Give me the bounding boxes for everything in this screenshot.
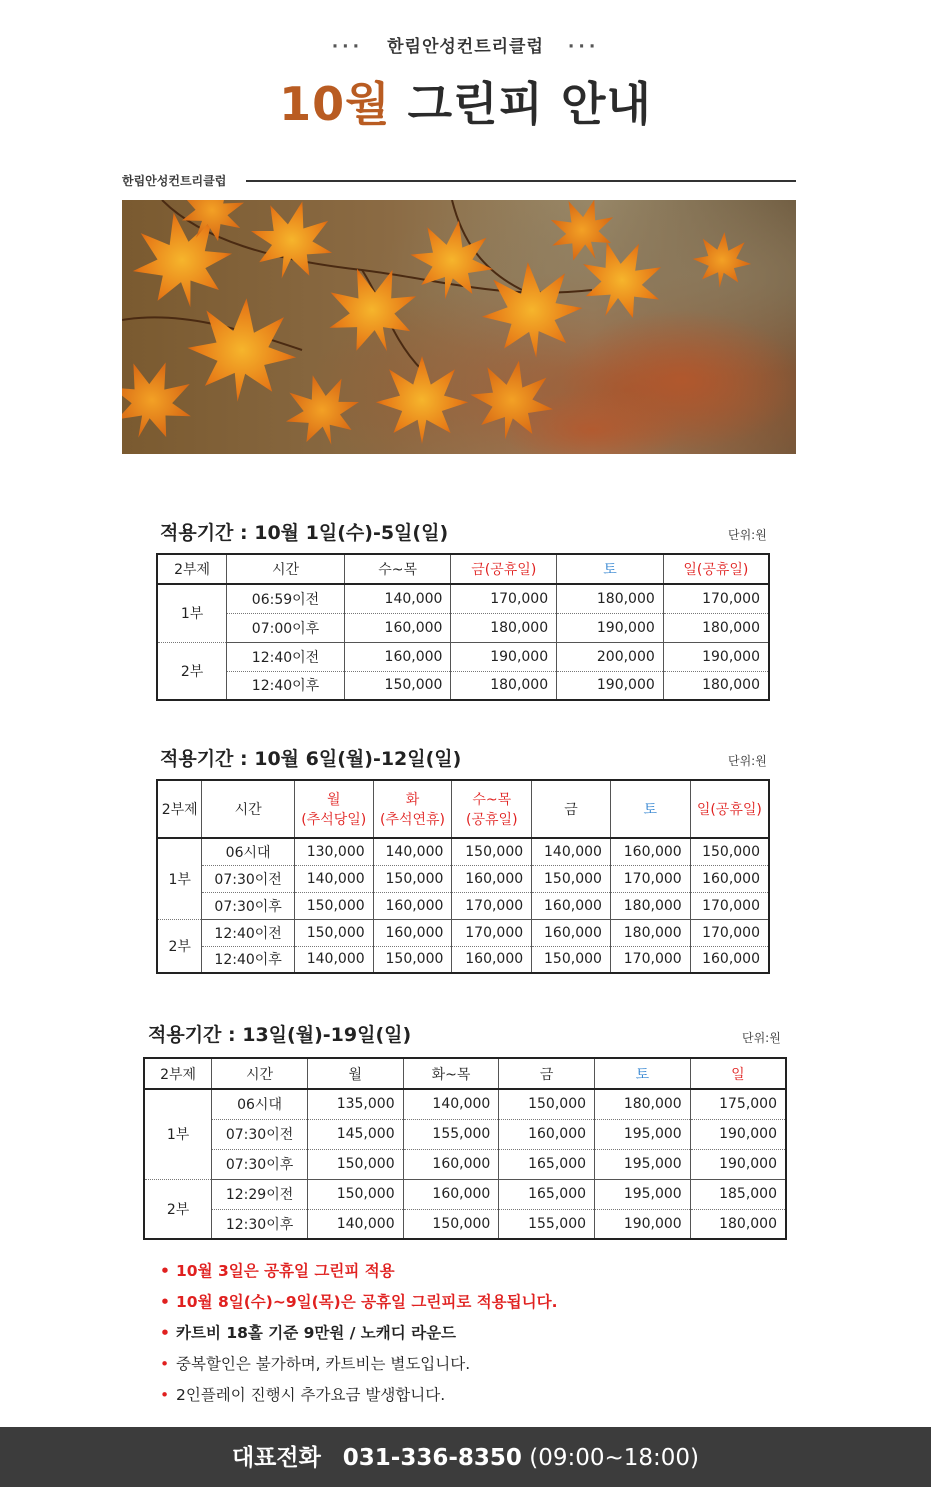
- fee-cell: 170,000: [610, 946, 690, 973]
- table-row: [157, 584, 769, 613]
- part-cell: 2부: [157, 642, 227, 700]
- part-cell: 2부: [157, 919, 202, 973]
- table3-title: 적용기간 : 13일(월)-19일(일): [148, 1024, 412, 1046]
- subtitle-text: 한림안성컨트리클럽: [387, 37, 544, 57]
- header-cell: 시간: [202, 780, 295, 838]
- fee-cell: 160,000: [532, 892, 611, 919]
- fee-cell: 190,000: [451, 642, 557, 671]
- header-cell: 일(공휴일): [690, 780, 769, 838]
- fee-cell: 150,000: [532, 946, 611, 973]
- fee-cell: 175,000: [690, 1089, 786, 1119]
- header-cell: 금: [499, 1058, 595, 1089]
- fee-cell: 140,000: [294, 865, 373, 892]
- fee-cell: 180,000: [610, 919, 690, 946]
- fee-cell: 185,000: [690, 1179, 786, 1209]
- dots-left: ···: [331, 37, 364, 57]
- autumn-leaves-banner: [122, 200, 796, 454]
- time-cell: 12:29이전: [212, 1179, 308, 1209]
- fee-cell: 190,000: [557, 613, 664, 642]
- page-title: [0, 68, 931, 134]
- time-cell: 06시대: [212, 1089, 308, 1119]
- table-row: [157, 865, 769, 892]
- dots-right: ···: [567, 37, 600, 57]
- header-cell: 금: [532, 780, 611, 838]
- header-cell: 월 (추석당일): [294, 780, 373, 838]
- part-cell: 1부: [157, 584, 227, 642]
- club-label: 한림안성컨트리클럽: [122, 174, 227, 188]
- footer-phone-bar: [0, 1427, 931, 1487]
- fee-cell: 130,000: [294, 838, 373, 865]
- fee-cell: 170,000: [452, 892, 532, 919]
- time-cell: 07:30이전: [212, 1119, 308, 1149]
- fee-cell: 160,000: [403, 1179, 499, 1209]
- header-cell: 화~목: [403, 1058, 499, 1089]
- table-header-row: [157, 780, 769, 838]
- header-cell: 토: [610, 780, 690, 838]
- table-row: [144, 1209, 786, 1239]
- table-row: [157, 613, 769, 642]
- phone-label: 대표전화: [231, 1445, 321, 1471]
- fee-cell: 140,000: [307, 1209, 403, 1239]
- note-item: • 10월 3일은 공휴일 그린피 적용: [160, 1258, 557, 1289]
- fee-cell: 170,000: [451, 584, 557, 613]
- table1-title: 적용기간 : 10월 1일(수)-5일(일): [160, 522, 449, 544]
- header-cell: 시간: [212, 1058, 308, 1089]
- header-cell: 토: [595, 1058, 691, 1089]
- part-cell: 1부: [157, 838, 202, 919]
- fee-cell: 150,000: [373, 865, 452, 892]
- fee-cell: 180,000: [663, 671, 769, 700]
- fee-cell: 160,000: [403, 1149, 499, 1179]
- header-cell: 일(공휴일): [663, 554, 769, 584]
- fee-cell: 160,000: [373, 919, 452, 946]
- table1-unit: 단위:원: [728, 528, 767, 542]
- fee-cell: 170,000: [690, 919, 769, 946]
- fee-cell: 155,000: [403, 1119, 499, 1149]
- table-row: [144, 1149, 786, 1179]
- table-header-row: [157, 554, 769, 584]
- header-cell: 수~목 (공휴일): [452, 780, 532, 838]
- time-cell: 06시대: [202, 838, 295, 865]
- time-cell: 12:40이전: [202, 919, 295, 946]
- time-cell: 12:40이후: [227, 671, 345, 700]
- title-accent: 10월: [279, 77, 391, 131]
- time-cell: 07:00이후: [227, 613, 345, 642]
- fee-cell: 165,000: [499, 1179, 595, 1209]
- table-row: [157, 642, 769, 671]
- header-cell: 월: [307, 1058, 403, 1089]
- table-row: [144, 1119, 786, 1149]
- part-cell: 1부: [144, 1089, 212, 1179]
- table-row: [157, 838, 769, 865]
- fee-cell: 180,000: [690, 1209, 786, 1239]
- fee-cell: 160,000: [373, 892, 452, 919]
- table2-title: 적용기간 : 10월 6일(월)-12일(일): [160, 748, 462, 770]
- fee-cell: 180,000: [451, 671, 557, 700]
- part-cell: 2부: [144, 1179, 212, 1239]
- fee-cell: 160,000: [690, 865, 769, 892]
- fee-cell: 180,000: [595, 1089, 691, 1119]
- time-cell: 12:40이후: [202, 946, 295, 973]
- fee-cell: 150,000: [403, 1209, 499, 1239]
- fee-cell: 140,000: [294, 946, 373, 973]
- fee-cell: 180,000: [451, 613, 557, 642]
- fee-cell: 150,000: [307, 1179, 403, 1209]
- business-hours: (09:00~18:00): [529, 1445, 700, 1471]
- fee-cell: 140,000: [344, 584, 451, 613]
- time-cell: 12:30이후: [212, 1209, 308, 1239]
- table-row: [144, 1179, 786, 1209]
- fee-cell: 190,000: [663, 642, 769, 671]
- time-cell: 06:59이전: [227, 584, 345, 613]
- table-header-row: [144, 1058, 786, 1089]
- fee-cell: 190,000: [557, 671, 664, 700]
- fee-cell: 160,000: [690, 946, 769, 973]
- table-row: [157, 671, 769, 700]
- header-cell: 시간: [227, 554, 345, 584]
- fee-cell: 200,000: [557, 642, 664, 671]
- fee-cell: 150,000: [294, 892, 373, 919]
- fee-cell: 195,000: [595, 1179, 691, 1209]
- note-item: • 중복할인은 불가하며, 카트비는 별도입니다.: [160, 1351, 557, 1382]
- fee-cell: 150,000: [307, 1149, 403, 1179]
- fee-cell: 150,000: [532, 865, 611, 892]
- divider-line: [246, 180, 796, 182]
- fee-cell: 155,000: [499, 1209, 595, 1239]
- table3-unit: 단위:원: [742, 1031, 781, 1045]
- fee-cell: 150,000: [452, 838, 532, 865]
- fee-cell: 190,000: [595, 1209, 691, 1239]
- header-cell: 2부제: [144, 1058, 212, 1089]
- maple-leaves-illustration: [122, 200, 796, 454]
- time-cell: 07:30이후: [202, 892, 295, 919]
- fee-cell: 195,000: [595, 1119, 691, 1149]
- table-row: [157, 892, 769, 919]
- fee-cell: 180,000: [557, 584, 664, 613]
- fee-cell: 150,000: [294, 919, 373, 946]
- fee-table-2: [156, 779, 770, 974]
- fee-table-3: [143, 1057, 787, 1240]
- table-row: [157, 919, 769, 946]
- header-cell: 토: [557, 554, 664, 584]
- header-subtitle: [0, 32, 931, 57]
- fee-cell: 150,000: [373, 946, 452, 973]
- fee-cell: 180,000: [663, 613, 769, 642]
- table-row: [144, 1089, 786, 1119]
- fee-cell: 160,000: [344, 613, 451, 642]
- fee-cell: 180,000: [610, 892, 690, 919]
- fee-cell: 135,000: [307, 1089, 403, 1119]
- fee-cell: 140,000: [403, 1089, 499, 1119]
- time-cell: 07:30이후: [212, 1149, 308, 1179]
- fee-cell: 160,000: [452, 865, 532, 892]
- fee-cell: 195,000: [595, 1149, 691, 1179]
- fee-cell: 165,000: [499, 1149, 595, 1179]
- fee-cell: 170,000: [610, 865, 690, 892]
- table2-unit: 단위:원: [728, 754, 767, 768]
- note-item: • 2인플레이 진행시 추가요금 발생합니다.: [160, 1382, 557, 1413]
- fee-table-1: [156, 553, 770, 701]
- table-row: [157, 946, 769, 973]
- note-item: • 10월 8일(수)~9일(목)은 공휴일 그린피로 적용됩니다.: [160, 1289, 557, 1320]
- title-rest: 그린피 안내: [407, 77, 652, 131]
- notes-list: [160, 1258, 557, 1413]
- phone-number[interactable]: 031-336-8350: [342, 1445, 522, 1471]
- header-cell: 수~목: [344, 554, 451, 584]
- fee-cell: 160,000: [610, 838, 690, 865]
- header-cell: 2부제: [157, 554, 227, 584]
- fee-cell: 170,000: [663, 584, 769, 613]
- fee-cell: 170,000: [690, 892, 769, 919]
- fee-cell: 160,000: [499, 1119, 595, 1149]
- time-cell: 07:30이전: [202, 865, 295, 892]
- fee-cell: 160,000: [532, 919, 611, 946]
- fee-cell: 150,000: [499, 1089, 595, 1119]
- header-cell: 화 (추석연휴): [373, 780, 452, 838]
- fee-cell: 190,000: [690, 1149, 786, 1179]
- fee-cell: 170,000: [452, 919, 532, 946]
- fee-cell: 140,000: [373, 838, 452, 865]
- fee-cell: 140,000: [532, 838, 611, 865]
- fee-cell: 150,000: [344, 671, 451, 700]
- header-cell: 2부제: [157, 780, 202, 838]
- note-item: • 카트비 18홀 기준 9만원 / 노캐디 라운드: [160, 1320, 557, 1351]
- header-cell: 금(공휴일): [451, 554, 557, 584]
- fee-cell: 150,000: [690, 838, 769, 865]
- time-cell: 12:40이전: [227, 642, 345, 671]
- fee-cell: 190,000: [690, 1119, 786, 1149]
- fee-cell: 160,000: [344, 642, 451, 671]
- header-cell: 일: [690, 1058, 786, 1089]
- fee-cell: 145,000: [307, 1119, 403, 1149]
- fee-cell: 160,000: [452, 946, 532, 973]
